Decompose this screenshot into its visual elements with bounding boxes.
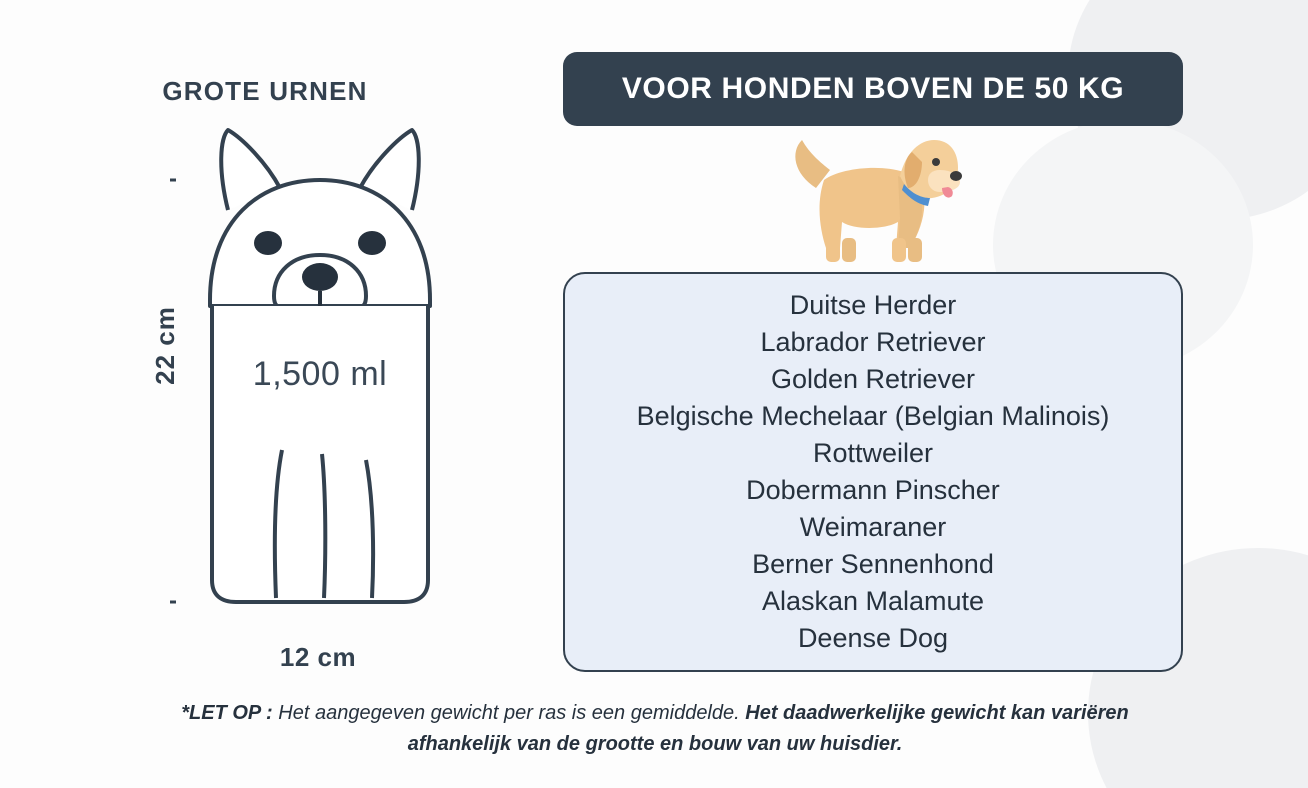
list-item: Belgische Mechelaar (Belgian Malinois) [636, 401, 1110, 432]
weight-category-header [563, 52, 1183, 126]
footnote-bold-tail: Het daadwerkelijke gewicht kan variëren afhankelijk van de grootte en bouw van uw huisdier. [407, 702, 1129, 755]
breed-list-panel [563, 272, 1183, 672]
weight-category-header-label: VOOR HONDEN BOVEN DE 50 KG [621, 72, 1125, 105]
list-item: Alaskan Malamute [761, 585, 985, 616]
footnote [160, 698, 1150, 760]
list-item: Duitse Herder [789, 290, 957, 321]
list-item: Rottweiler [812, 438, 934, 469]
urn-panel [0, 0, 530, 700]
footnote-middle: Het aangegeven gewicht per ras is een gemiddelde. [272, 702, 746, 724]
urn-panel-title: GROTE URNEN [162, 76, 368, 106]
urn-width-dimension: 12 cm [279, 642, 357, 672]
urn-height-dimension: 22 cm [149, 306, 180, 385]
list-item: Berner Sennenhond [752, 548, 994, 579]
footnote-lead: *LET OP : [181, 702, 273, 724]
list-item: Labrador Retriever [760, 327, 986, 358]
list-item: Weimaraner [799, 511, 947, 542]
urn-volume-label: 1,500 ml [252, 355, 388, 393]
dog-illustration [780, 118, 970, 278]
golden-retriever-icon [780, 118, 970, 278]
list-item: Deense Dog [797, 622, 949, 653]
list-item: Dobermann Pinscher [746, 475, 1000, 505]
list-item: Golden Retriever [770, 364, 976, 395]
